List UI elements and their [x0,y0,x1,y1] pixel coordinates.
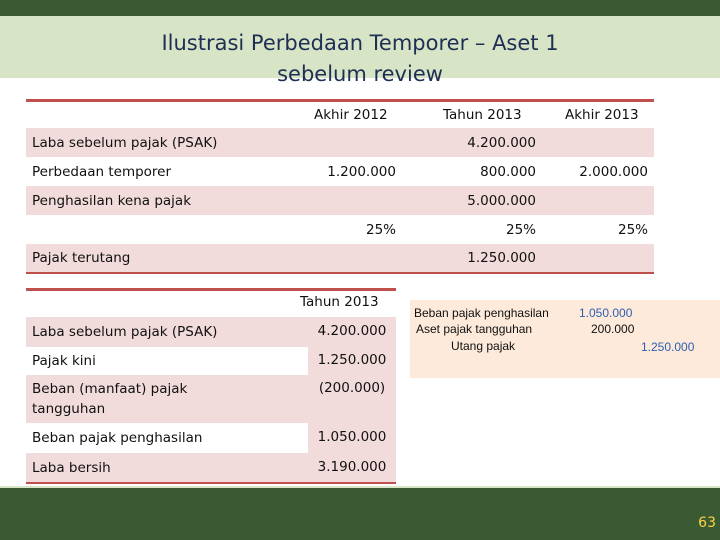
row-label: Penghasilan kena pajak [32,193,192,209]
journal-line-3-label: Utang pajak [451,339,516,353]
table-row [26,128,654,157]
row-label: Laba sebelum pajak (PSAK) [32,324,218,340]
row-value-tahun-2013: 1.250.000 [467,250,536,266]
header-tahun-2013: Tahun 2013 [300,294,379,310]
title-line-1: Ilustrasi Perbedaan Temporer – Aset 1 [161,31,559,55]
row-label: Beban (manfaat) pajak tangguhan [32,381,188,417]
slide-title [0,28,720,90]
row-value: 1.250.000 [317,352,387,368]
table-row [26,375,396,423]
table-row [26,347,396,375]
table-top-rule [26,288,396,291]
header-akhir-2013: Akhir 2013 [565,107,639,123]
row-value-akhir-2012: 25% [365,222,396,238]
table-row [26,453,396,484]
row-value-tahun-2013: 25% [505,222,536,238]
row-value-tahun-2013: 5.000.000 [467,193,536,209]
footer-bar [0,488,720,540]
table-row [26,215,654,244]
row-label: Laba bersih [32,460,111,476]
row-value-akhir-2012: 1.200.000 [327,164,396,180]
row-value-akhir-2013: 2.000.000 [579,164,648,180]
journal-line-3-value: 1.250.000 [641,340,695,354]
row-label: Pajak terutang [32,250,131,266]
journal-entry-note [410,300,720,378]
table-row [26,423,396,453]
table-row [26,186,654,215]
journal-line-1-label: Beban pajak penghasilan [414,306,549,320]
top-bar [0,0,720,16]
journal-line-1-value: 1.050.000 [579,306,633,320]
row-value: 3.190.000 [317,459,387,475]
table-top-rule [26,99,654,102]
row-value: 4.200.000 [317,323,387,339]
title-line-2: sebelum review [277,62,443,86]
page-number: 63 [698,515,716,531]
table-row [26,244,654,274]
row-value-tahun-2013: 4.200.000 [467,135,536,151]
header-tahun-2013: Tahun 2013 [443,107,522,123]
row-value: (200.000) [318,380,386,396]
journal-line-2-label: Aset pajak tangguhan [416,322,533,336]
row-label: Laba sebelum pajak (PSAK) [32,135,218,151]
table-row [26,157,654,186]
row-value: 1.050.000 [317,429,387,445]
row-label: Beban pajak penghasilan [32,430,203,446]
row-value-tahun-2013: 800.000 [480,164,536,180]
row-value-akhir-2013: 25% [617,222,648,238]
row-label: Pajak kini [32,353,96,369]
journal-line-2-value: 200.000 [591,322,635,336]
header-akhir-2012: Akhir 2012 [314,107,388,123]
table-row [26,317,396,347]
row-label: Perbedaan temporer [32,164,172,180]
